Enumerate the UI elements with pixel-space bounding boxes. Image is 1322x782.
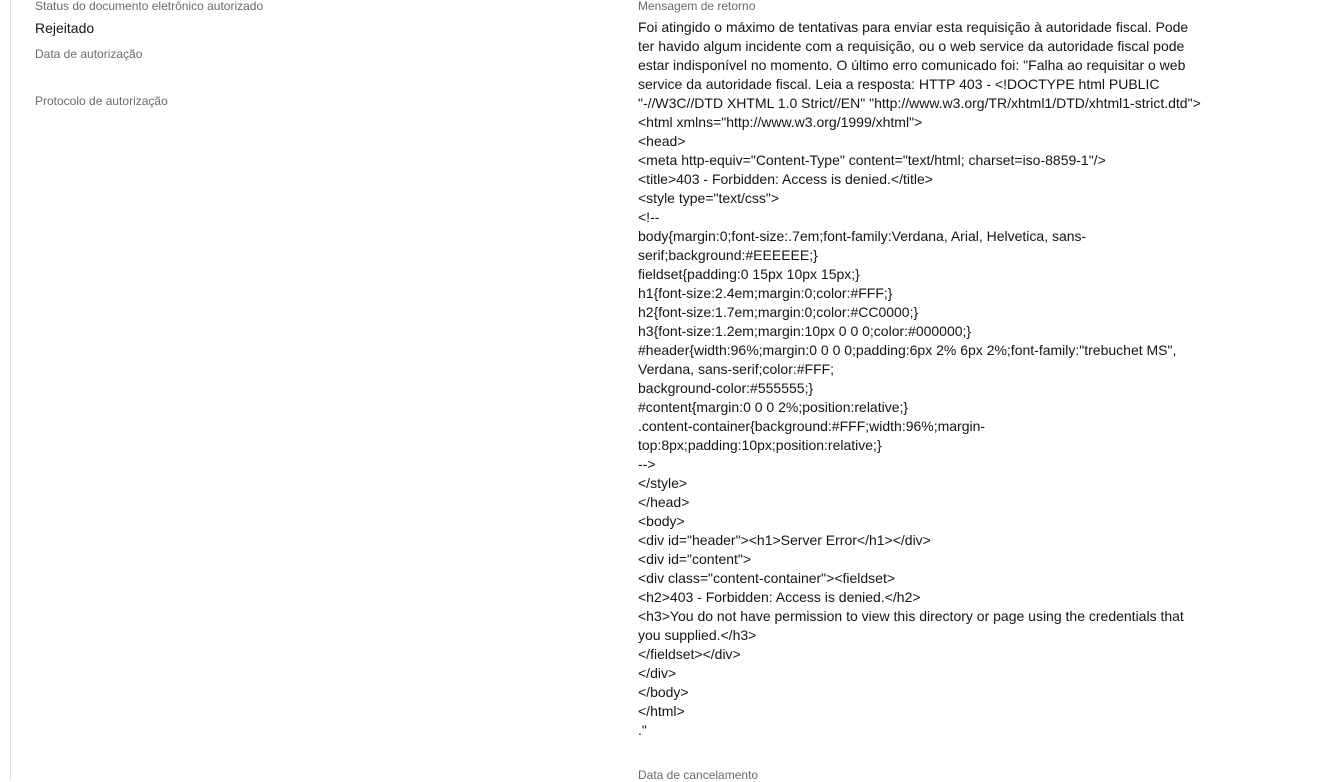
authorization-protocol-label: Protocolo de autorização — [35, 94, 168, 108]
return-message-label: Mensagem de retorno — [638, 0, 756, 13]
cancellation-date-label: Data de cancelamento — [638, 768, 759, 782]
return-message-value: Foi atingido o máximo de tentativas para enviar esta requisição à autoridade fiscal. Pode ter havido algum incidente com a requisição, ou o web service da autoridade fiscal pode estar indisponível no momento. O último erro comunicado foi: "Falha ao requisitar o web service da autoridade fiscal. Leia a resposta: HTTP 403 - <!DOCTYPE html PUBLIC "-//W3C//DTD XHTML 1.0 Strict//EN" "http://www.w3.org/TR/xhtml1/DTD/xhtml1-strict.dtd"> <html xmlns="http://www.w3.org/1999/xhtml"> <head> <meta http-equiv="Content-Type" content="text/html; charset=iso-8859-1"/> <title>403 - Forbidden: Access is denied.</title> <style type="text/css"> <!-- body{margin:0;font-size:.7em;font-family:Verdana, Arial, Helvetica, sans-serif;background:#EEEEEE;} fieldset{padding:0 15px 10px 15px;} h1{font-size:2.4em;margin:0;color:#FFF;} h2{font-size:1.7em;margin:0;color:#CC0000;} h3{font-size:1.2em;margin:10px 0 0 0;color:#000000;} #header{width:96%;margin:0 0 0 0;padding:6px 2% 6px 2%;font-family:"trebuchet MS", Verdana, sans-serif;color:#FFF; background-color:#555555;} #content{margin:0 0 0 2%;position:relative;} .content-container{background:#FFF;width:96%;margin-top:8px;padding:10px;position:relative;} --> </style> </head> <body> <div id="header"><h1>Server Error</h1></div> <div id="content"> <div class="content-container"><fieldset> <h2>403 - Forbidden: Access is denied.</h2> <h3>You do not have permission to view this directory or page using the credentials that you supplied.</h3> </fieldset></div> </div> </body> </html> ." — [638, 19, 1201, 738]
status-label: Status do documento eletrônico autorizado — [35, 0, 264, 13]
left-border — [10, 0, 11, 781]
status-value: Rejeitado — [35, 20, 95, 36]
authorization-date-label: Data de autorização — [35, 47, 143, 61]
